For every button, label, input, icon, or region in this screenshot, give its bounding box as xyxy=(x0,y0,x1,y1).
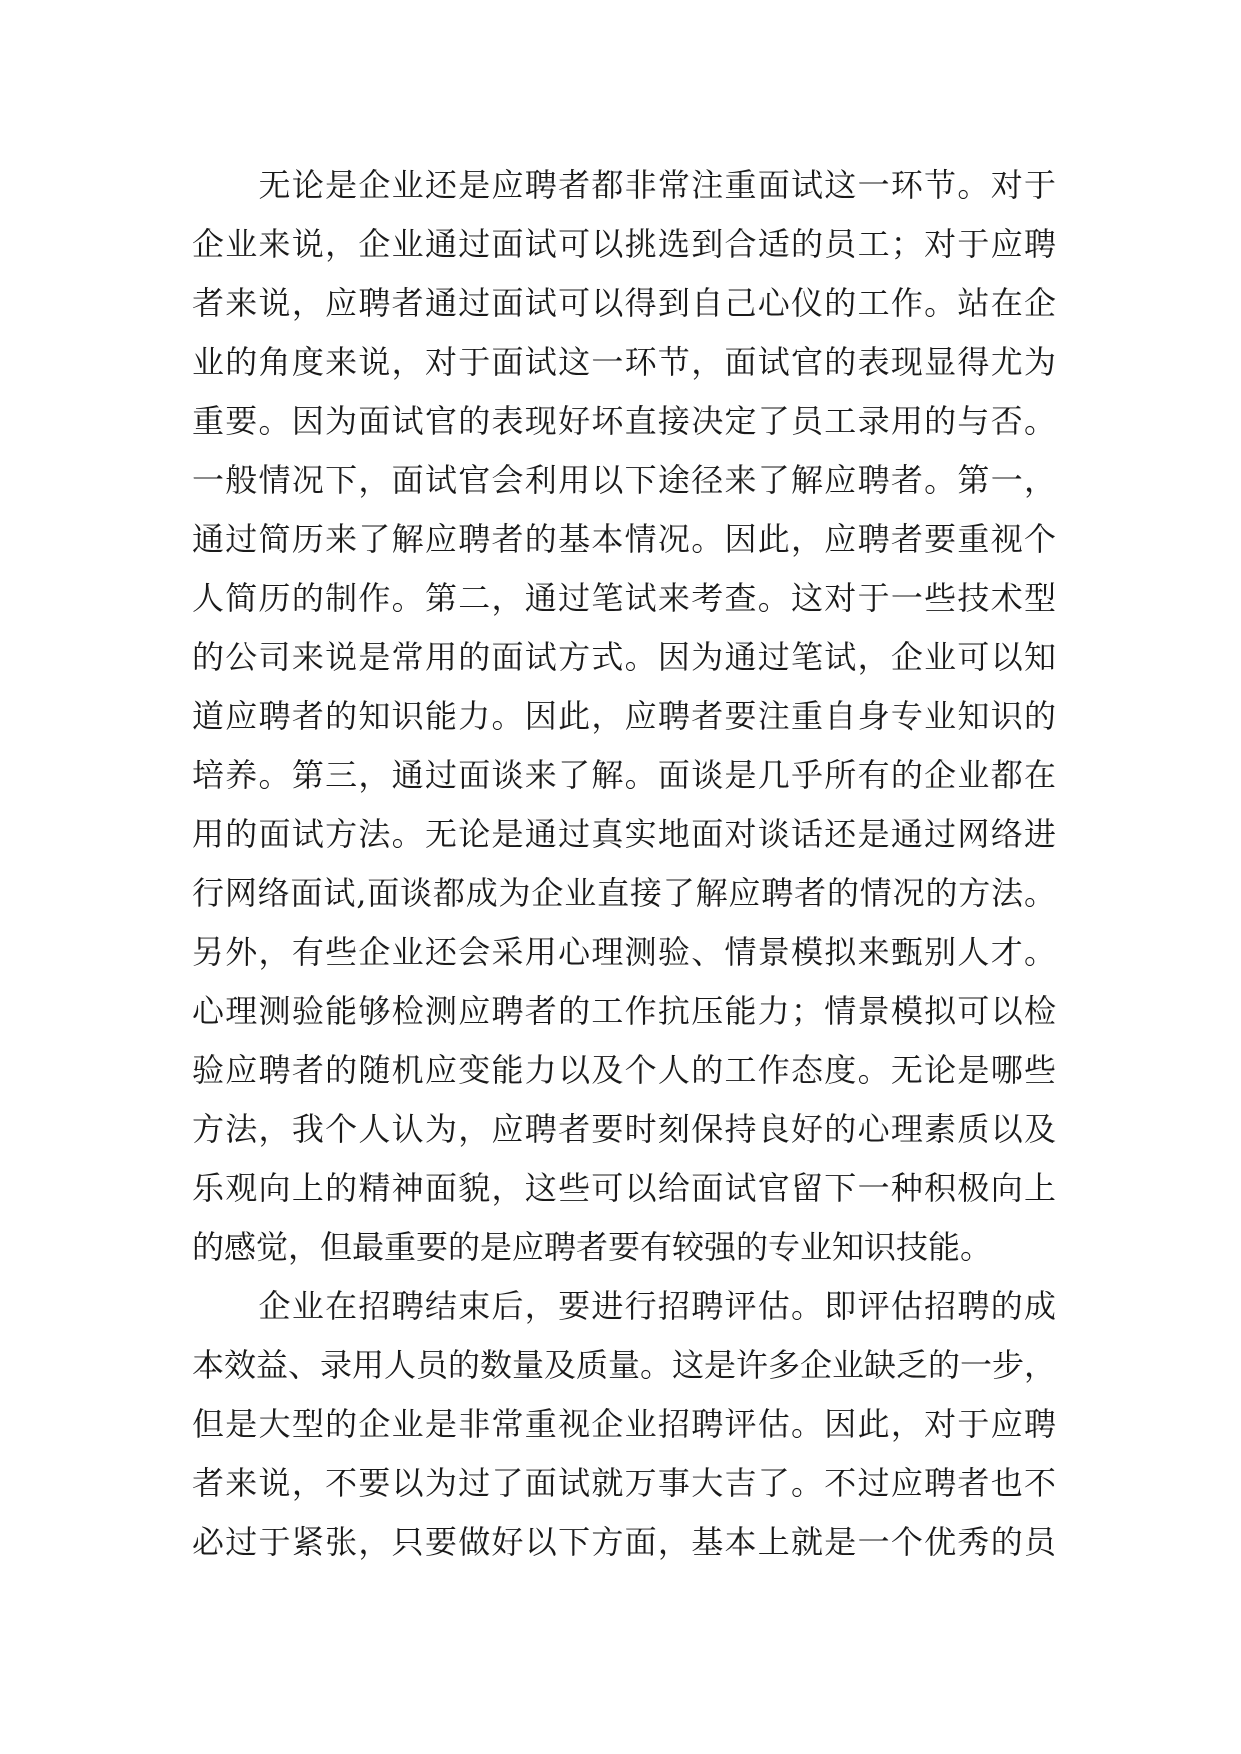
text-line: 用的面试方法。无论是通过真实地面对谈话还是通过网络进 xyxy=(192,815,1056,853)
text-line: 的公司来说是常用的面试方式。因为通过笔试，企业可以知 xyxy=(192,638,1056,676)
text-line: 验应聘者的随机应变能力以及个人的工作态度。无论是哪些 xyxy=(192,1051,1056,1089)
document-body xyxy=(192,156,1056,1572)
text-line: 道应聘者的知识能力。因此，应聘者要注重自身专业知识的 xyxy=(192,697,1056,735)
text-line: 方法，我个人认为，应聘者要时刻保持良好的心理素质以及 xyxy=(192,1110,1056,1148)
text-line: 企业来说，企业通过面试可以挑选到合适的员工；对于应聘 xyxy=(192,225,1056,263)
text-line: 必过于紧张，只要做好以下方面，基本上就是一个优秀的员 xyxy=(192,1523,1056,1561)
text-line: 者来说，不要以为过了面试就万事大吉了。不过应聘者也不 xyxy=(192,1464,1056,1502)
text-line: 业的角度来说，对于面试这一环节，面试官的表现显得尤为 xyxy=(192,343,1056,381)
paragraph xyxy=(192,1277,1056,1572)
text-line: 本效益、录用人员的数量及质量。这是许多企业缺乏的一步， xyxy=(192,1346,1057,1384)
text-line: 重要。因为面试官的表现好坏直接决定了员工录用的与否。 xyxy=(192,402,1056,440)
text-line: 人简历的制作。第二，通过笔试来考查。这对于一些技术型 xyxy=(192,579,1056,617)
text-line: 心理测验能够检测应聘者的工作抗压能力；情景模拟可以检 xyxy=(192,992,1056,1030)
paragraph xyxy=(192,156,1056,1277)
text-line: 无论是企业还是应聘者都非常注重面试这一环节。对于 xyxy=(192,166,1056,204)
text-line: 乐观向上的精神面貌，这些可以给面试官留下一种积极向上 xyxy=(192,1169,1056,1207)
text-line: 但是大型的企业是非常重视企业招聘评估。因此，对于应聘 xyxy=(192,1405,1056,1443)
text-line: 培养。第三，通过面谈来了解。面谈是几乎所有的企业都在 xyxy=(192,756,1056,794)
text-line: 另外，有些企业还会采用心理测验、情景模拟来甄别人才。 xyxy=(192,933,1056,971)
text-line: 者来说，应聘者通过面试可以得到自己心仪的工作。站在企 xyxy=(192,284,1056,322)
text-line: 企业在招聘结束后，要进行招聘评估。即评估招聘的成 xyxy=(192,1287,1056,1325)
text-line: 一般情况下，面试官会利用以下途径来了解应聘者。第一， xyxy=(192,461,1056,499)
text-line: 的感觉，但最重要的是应聘者要有较强的专业知识技能。 xyxy=(192,1228,993,1266)
text-line: 行网络面试,面谈都成为企业直接了解应聘者的情况的方法。 xyxy=(192,874,1056,912)
text-line: 通过简历来了解应聘者的基本情况。因此，应聘者要重视个 xyxy=(192,520,1056,558)
